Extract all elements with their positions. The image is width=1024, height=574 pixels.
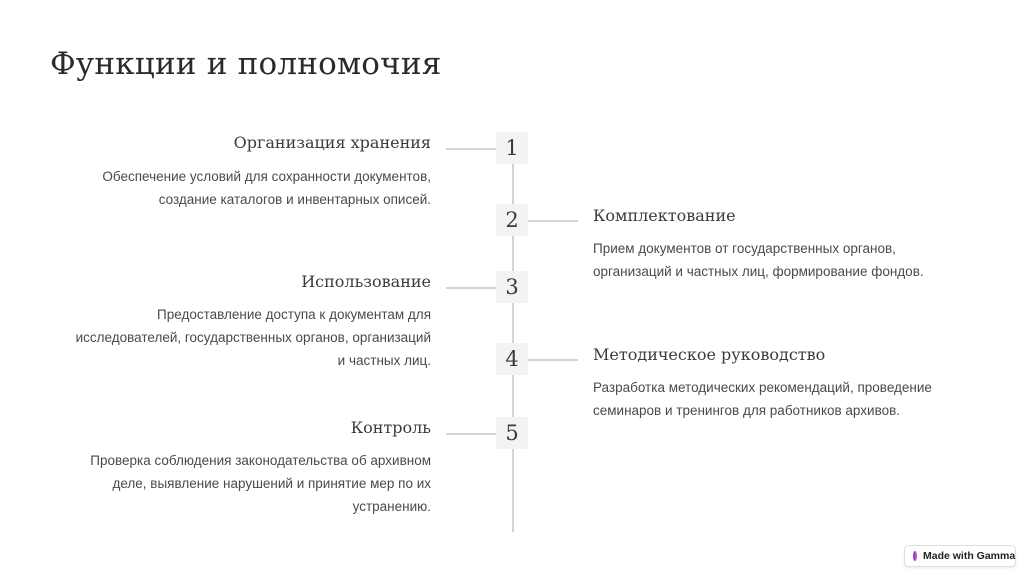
timeline-number-1: 1: [496, 132, 528, 164]
timeline-number-2: 2: [496, 204, 528, 236]
timeline-line: [512, 132, 514, 532]
item-description-1-line-1: Обеспечение условий для сохранности документов,: [102, 169, 431, 184]
item-description-1-line-2: создание каталогов и инвентарных описей.: [158, 192, 431, 207]
connector-2: [528, 220, 578, 222]
item-description-4-line-2: семинаров и тренингов для работников архивов.: [593, 403, 901, 418]
connector-1: [446, 148, 496, 150]
item-title-2: Комплектование: [593, 206, 736, 225]
item-description-3-line-2: исследователей, государственных органов, организаций: [75, 330, 431, 345]
item-description-2: [593, 237, 1013, 283]
item-description-3-line-1: Предоставление доступа к документам для: [157, 307, 431, 322]
page-title: Функции и полномочия: [50, 46, 442, 82]
item-description-1: [11, 165, 431, 211]
item-title-5: Контроль: [350, 418, 431, 437]
item-description-5: [11, 449, 431, 518]
item-description-5-line-1: Проверка соблюдения законодательства об архивном: [90, 453, 431, 468]
item-description-4-line-1: Разработка методических рекомендаций, проведение: [593, 380, 932, 395]
badge-label: Made with Gamma: [923, 550, 1016, 562]
item-title-1: Организация хранения: [233, 133, 431, 152]
item-title-3: Использование: [301, 272, 431, 291]
item-description-3-line-3: и частных лиц.: [337, 353, 431, 368]
gamma-logo-icon: [913, 551, 917, 561]
timeline-number-3: 3: [496, 271, 528, 303]
connector-4: [528, 359, 578, 361]
item-description-3: [11, 303, 431, 372]
connector-3: [446, 287, 496, 289]
item-title-4: Методическое руководство: [593, 345, 826, 364]
item-description-4: [593, 376, 1013, 422]
connector-5: [446, 433, 496, 435]
timeline-number-4: 4: [496, 343, 528, 375]
item-description-2-line-2: организаций и частных лиц, формирование фондов.: [593, 264, 924, 279]
item-description-2-line-1: Прием документов от государственных органов,: [593, 241, 896, 256]
made-with-gamma-badge[interactable]: [904, 545, 1016, 567]
timeline-number-5: 5: [496, 417, 528, 449]
item-description-5-line-2: деле, выявление нарушений и принятие мер по их: [112, 476, 431, 491]
item-description-5-line-3: устранению.: [352, 499, 431, 514]
